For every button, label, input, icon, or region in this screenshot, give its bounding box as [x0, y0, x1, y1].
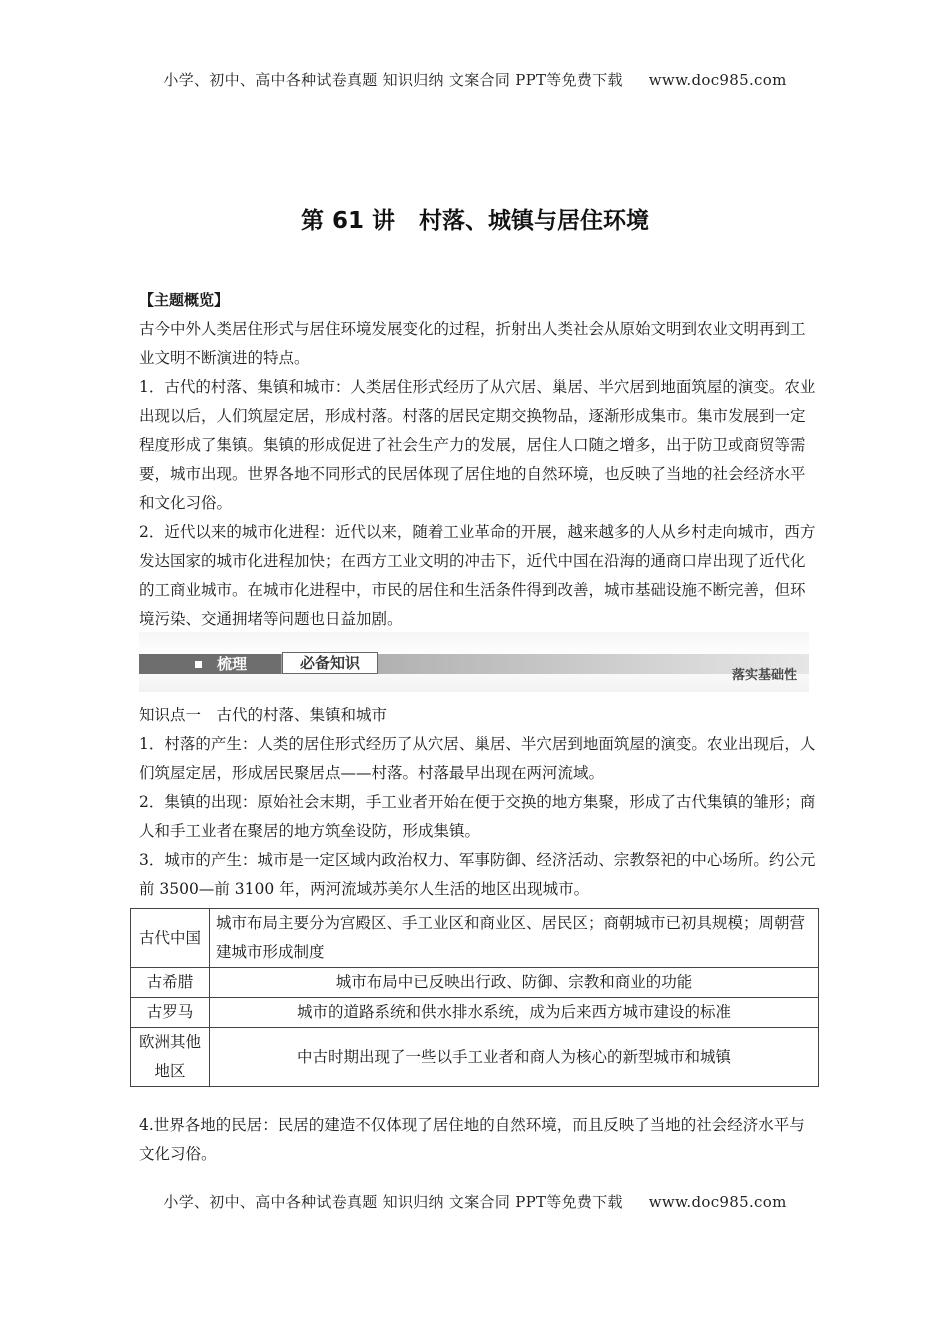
page-header: [0, 69, 950, 90]
banner-tab-label: 必备知识: [282, 652, 378, 674]
lesson-title: [0, 202, 950, 235]
footer-text: 小学、初中、高中各种试卷真题 知识归纳 文案合同 PPT等免费下载: [163, 1193, 623, 1211]
footer-url[interactable]: www.doc985.com: [648, 1193, 787, 1211]
overview-section: [139, 286, 819, 634]
table-cell-desc: 城市的道路系统和供水排水系统，成为后来西方城市建设的标准: [210, 998, 819, 1028]
knowledge-item-2: 2．集镇的出现：原始社会末期，手工业者开始在便于交换的地方集聚，形成了古代集镇的雏形；商人和手工业者在聚居的地方筑垒设防，形成集镇。: [139, 793, 816, 840]
overview-point-1: 1．古代的村落、集镇和城市：人类居住形式经历了从穴居、巢居、半穴居到地面筑屋的演变。农业出现以后，人们筑屋定居，形成村落。村落的居民定期交换物品，逐渐形成集市。集市发展到一定程度形成了集镇。集镇的形成促进了社会生产力的发展，居住人口随之增多，出于防卫或商贸等需要，城市出现。世界各地不同形式的民居体现了居住地的自然环境，也反映了当地的社会经济水平和文化习俗。: [139, 378, 816, 512]
overview-point-2: 2．近代以来的城市化进程：近代以来，随着工业革命的开展，越来越多的人从乡村走向城市，西方发达国家的城市化进程加快；在西方工业文明的冲击下，近代中国在沿海的通商口岸出现了近代化的工商业城市。在城市化进程中，市民的居住和生活条件得到改善，城市基础设施不断完善，但环境污染、交通拥堵等问题也日益加剧。: [139, 523, 816, 628]
knowledge-item-4: 4.世界各地的民居：民居的建造不仅体现了居住地的自然环境，而且反映了当地的社会经济水平与文化习俗。: [139, 1116, 805, 1163]
knowledge-heading: 知识点一 古代的村落、集镇和城市: [139, 706, 388, 724]
table-cell-region: 古希腊: [131, 968, 210, 998]
lesson-number: 第 61 讲: [300, 208, 396, 234]
table-cell-region: 古罗马: [131, 998, 210, 1028]
banner-left-block: [139, 654, 281, 674]
banner-right-label: 落实基础性: [731, 668, 797, 683]
table-cell-desc: 中古时期出现了一些以手工业者和商人为核心的新型城市和城镇: [210, 1028, 819, 1087]
header-text: 小学、初中、高中各种试卷真题 知识归纳 文案合同 PPT等免费下载: [163, 71, 623, 89]
overview-intro: 古今中外人类居住形式与居住环境发展变化的过程，折射出人类社会从原始文明到农业文明再到工业文明不断演进的特点。: [139, 320, 806, 367]
table-cell-region: 欧洲其他地区: [131, 1028, 210, 1087]
page-footer: [0, 1191, 950, 1212]
banner-left-label: 梳理: [217, 655, 248, 673]
table-row: [131, 909, 819, 968]
header-url[interactable]: www.doc985.com: [648, 71, 787, 89]
knowledge-item-1: 1．村落的产生：人类的居住形式经历了从穴居、巢居、半穴居到地面筑屋的演变。农业出现后，人们筑屋定居，形成居民聚居点——村落。村落最早出现在两河流域。: [139, 735, 816, 782]
overview-heading: 【主题概览】: [139, 291, 230, 309]
table-row: [131, 1028, 819, 1087]
table-cell-desc: 城市布局主要分为宫殿区、手工业区和商业区、居民区；商朝城市已初具规模；周朝营建城市形成制度: [210, 909, 819, 968]
lesson-name: 村落、城镇与居住环境: [419, 208, 650, 234]
knowledge-continued: [139, 1111, 819, 1169]
knowledge-item-3: 3．城市的产生：城市是一定区域内政治权力、军事防御、经济活动、宗教祭祀的中心场所。约公元前 3500—前 3100 年，两河流域苏美尔人生活的地区出现城市。: [139, 851, 816, 898]
table-cell-region: 古代中国: [131, 909, 210, 968]
square-icon: [195, 661, 202, 668]
section-banner: [139, 632, 809, 692]
knowledge-section: [139, 701, 819, 904]
ancient-cities-table: [130, 908, 819, 1087]
table-row: [131, 998, 819, 1028]
table-cell-desc: 城市布局中已反映出行政、防御、宗教和商业的功能: [210, 968, 819, 998]
table-row: [131, 968, 819, 998]
